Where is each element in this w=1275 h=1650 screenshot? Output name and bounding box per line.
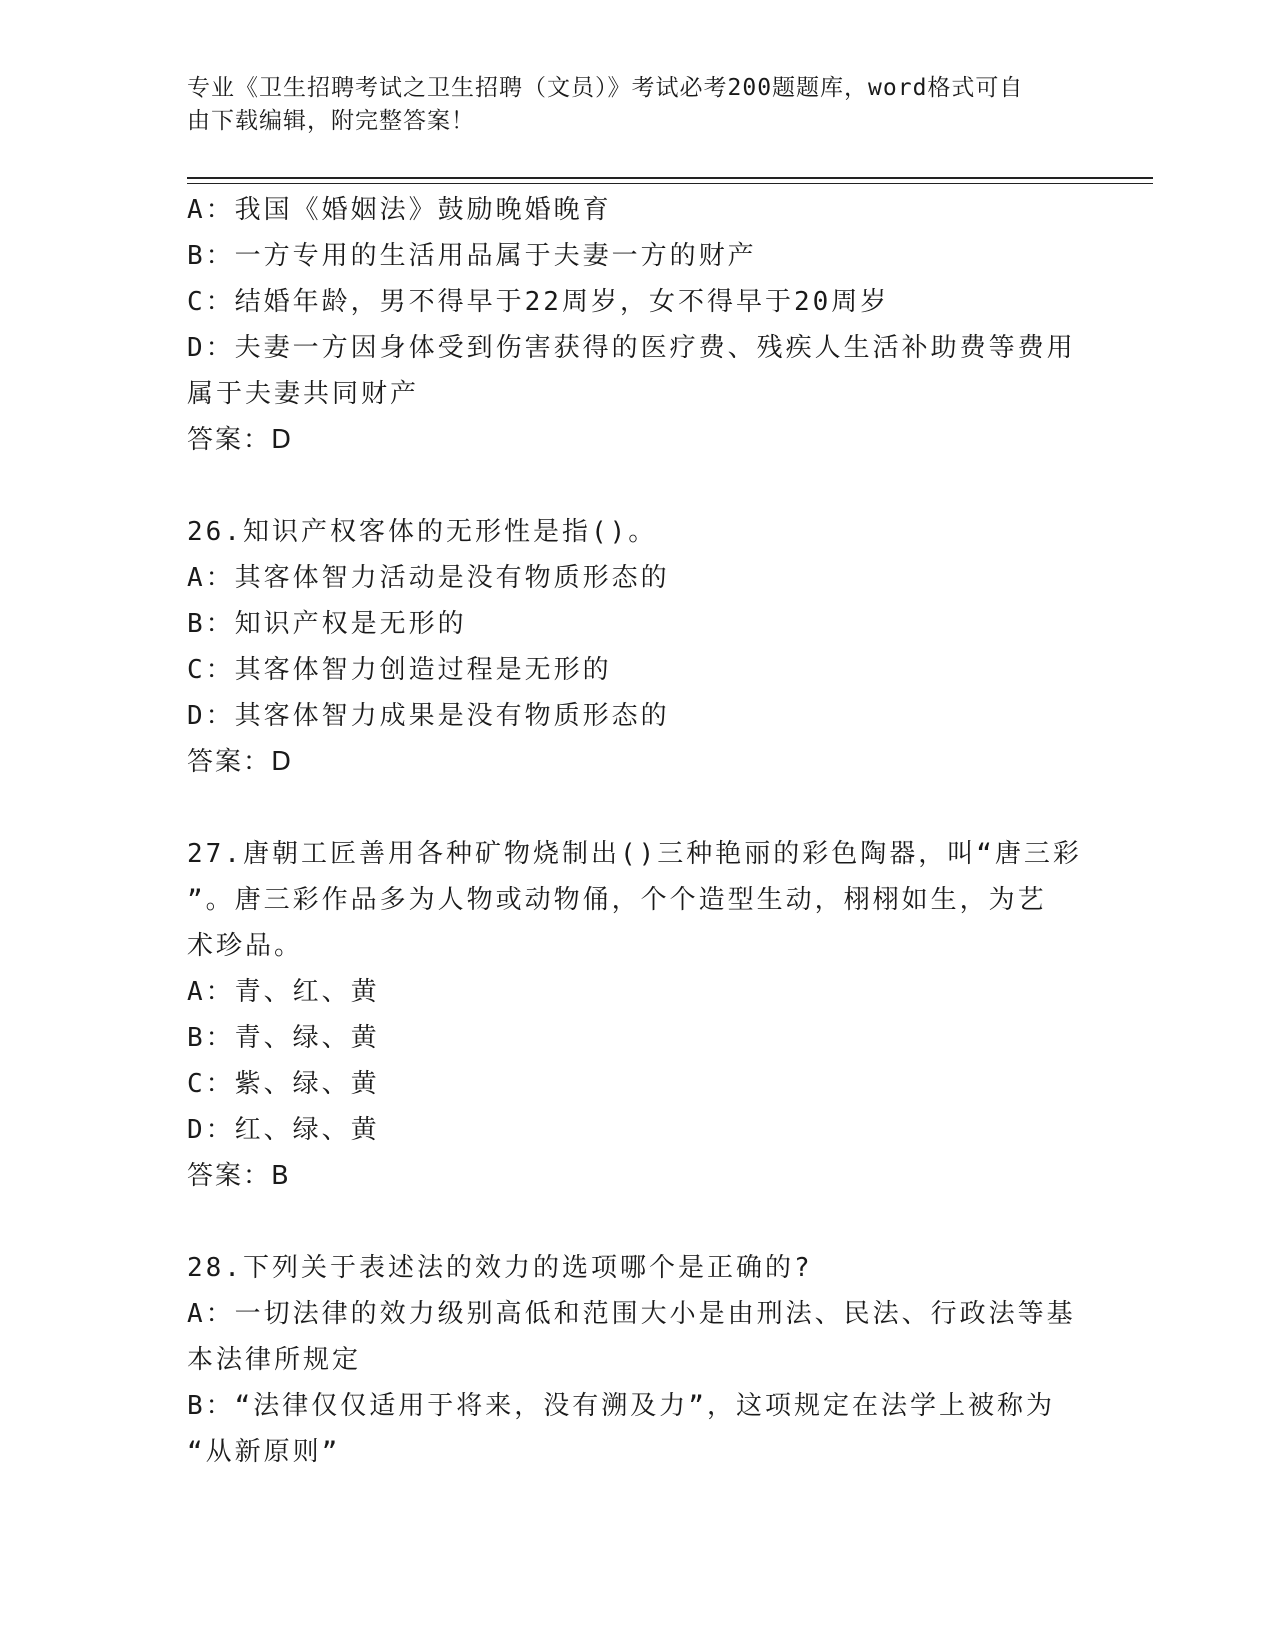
header-divider-thick — [187, 177, 1153, 179]
question-26 — [187, 509, 1087, 785]
question-stem-continued: 术珍品。 — [187, 931, 304, 961]
spacer — [187, 785, 1087, 831]
document-header — [187, 72, 1067, 138]
header-divider-thin — [187, 183, 1153, 184]
option-a: A：青、红、黄 — [187, 977, 380, 1007]
header-line-2: 由下载编辑，附完整答案！ — [187, 108, 475, 134]
answer: 答案：B — [187, 1161, 291, 1191]
option-b: B：青、绿、黄 — [187, 1023, 380, 1053]
option-d: D：红、绿、黄 — [187, 1115, 380, 1145]
option-d: D：其客体智力成果是没有物质形态的 — [187, 701, 670, 731]
answer: 答案：D — [187, 425, 294, 455]
question-stem: 26.知识产权客体的无形性是指()。 — [187, 517, 658, 547]
option-a-continued: 本法律所规定 — [187, 1345, 362, 1375]
question-stem: 28.下列关于表述法的效力的选项哪个是正确的? — [187, 1253, 813, 1283]
option-d: D：夫妻一方因身体受到伤害获得的医疗费、残疾人生活补助费等费用 — [187, 333, 1076, 363]
question-27 — [187, 831, 1087, 1199]
question-stem: 27.唐朝工匠善用各种矿物烧制出()三种艳丽的彩色陶器，叫“唐三彩 — [187, 839, 1082, 869]
option-a: A：其客体智力活动是没有物质形态的 — [187, 563, 670, 593]
option-d-continued: 属于夫妻共同财产 — [187, 379, 420, 409]
option-b: B：一方专用的生活用品属于夫妻一方的财产 — [187, 241, 757, 271]
answer: 答案：D — [187, 747, 294, 777]
spacer — [187, 1199, 1087, 1245]
option-a: A：我国《婚姻法》鼓励晚婚晚育 — [187, 195, 612, 225]
question-content — [187, 187, 1087, 1475]
question-25 — [187, 187, 1087, 463]
option-c: C：紫、绿、黄 — [187, 1069, 380, 1099]
option-c: C：结婚年龄，男不得早于22周岁，女不得早于20周岁 — [187, 287, 890, 317]
question-28 — [187, 1245, 1087, 1475]
header-line-1: 专业《卫生招聘考试之卫生招聘（文员）》考试必考200题题库，word格式可自 — [187, 75, 1024, 101]
spacer — [187, 463, 1087, 509]
option-b-continued: “从新原则” — [187, 1437, 341, 1467]
option-c: C：其客体智力创造过程是无形的 — [187, 655, 612, 685]
option-a: A：一切法律的效力级别高低和范围大小是由刑法、民法、行政法等基 — [187, 1299, 1076, 1329]
question-stem-continued: ”。唐三彩作品多为人物或动物俑，个个造型生动，栩栩如生，为艺 — [187, 885, 1047, 915]
option-b: B：“法律仅仅适用于将来，没有溯及力”，这项规定在法学上被称为 — [187, 1391, 1055, 1421]
option-b: B：知识产权是无形的 — [187, 609, 467, 639]
